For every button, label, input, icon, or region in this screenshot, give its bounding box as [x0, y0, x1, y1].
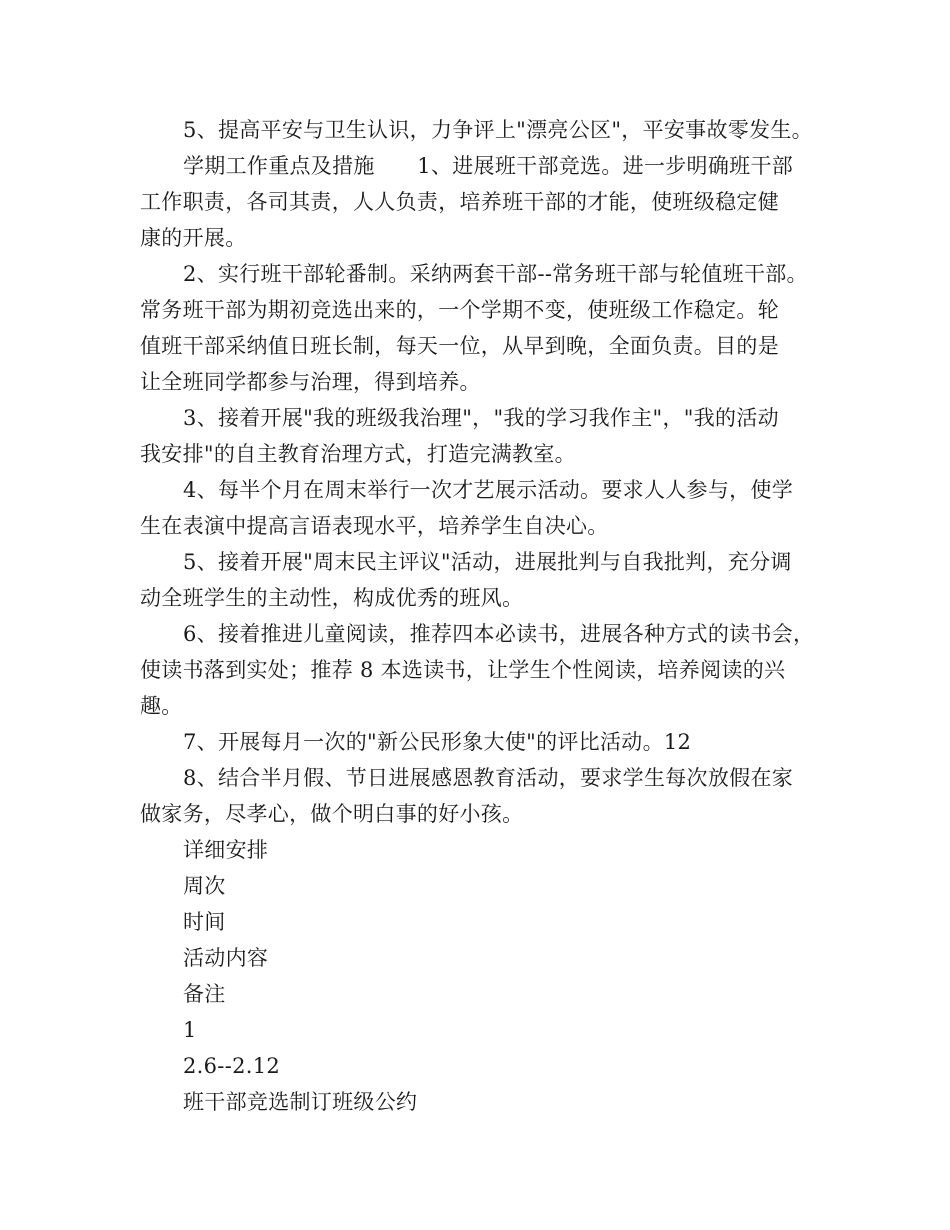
table-header-cell: 周次: [183, 874, 226, 898]
text-line: 做家务，尽孝心，做个明白事的好小孩。: [140, 802, 524, 826]
section-heading: 详细安排: [183, 838, 269, 862]
text-line: 我安排"的自主教育治理方式，打造完满教室。: [140, 442, 576, 466]
table-header-cell: 备注: [183, 982, 226, 1006]
table-cell: 1: [183, 1018, 197, 1042]
table-header-cell: 时间: [183, 910, 226, 934]
text-line: 3、接着开展"我的班级我治理"，"我的学习我作主"，"我的活动: [183, 406, 779, 430]
text-line: 康的开展。: [140, 226, 247, 250]
text-line: 学期工作重点及措施 1、进展班干部竞选。进一步明确班干部: [183, 154, 794, 178]
text-line: 2、实行班干部轮番制。采纳两套干部--常务班干部与轮值班干部。: [183, 262, 808, 286]
table-cell: 班干部竞选制订班级公约: [183, 1090, 418, 1114]
text-line: 趣。: [140, 694, 183, 718]
text-line: 使读书落到实处；推荐 8 本选读书，让学生个性阅读，培养阅读的兴: [140, 658, 786, 682]
text-line: 动全班学生的主动性，构成优秀的班风。: [140, 586, 524, 610]
text-line: 4、每半个月在周末举行一次才艺展示活动。要求人人参与，使学: [183, 478, 794, 502]
text-line: 7、开展每月一次的"新公民形象大使"的评比活动。12: [183, 730, 692, 754]
text-line: 5、提高平安与卫生认识，力争评上"漂亮公区"，平安事故零发生。: [183, 118, 813, 142]
table-header-cell: 活动内容: [183, 946, 269, 970]
text-line: 8、结合半月假、节日进展感恩教育活动，要求学生每次放假在家: [183, 766, 794, 790]
text-line: 让全班同学都参与治理，得到培养。: [140, 370, 481, 394]
text-line: 常务班干部为期初竞选出来的，一个学期不变，使班级工作稳定。轮: [140, 298, 779, 322]
table-cell: 2.6--2.12: [183, 1054, 281, 1078]
text-line: 6、接着推进儿童阅读，推荐四本必读书，进展各种方式的读书会，: [183, 622, 815, 646]
text-line: 生在表演中提高言语表现水平，培养学生自决心。: [140, 514, 609, 538]
text-line: 值班干部采纳值日班长制，每天一位，从早到晚，全面负责。目的是: [140, 334, 779, 358]
text-line: 工作职责，各司其责，人人负责，培养班干部的才能，使班级稳定健: [140, 190, 779, 214]
text-line: 5、接着开展"周末民主评议"活动，进展批判与自我批判，充分调: [183, 550, 792, 574]
